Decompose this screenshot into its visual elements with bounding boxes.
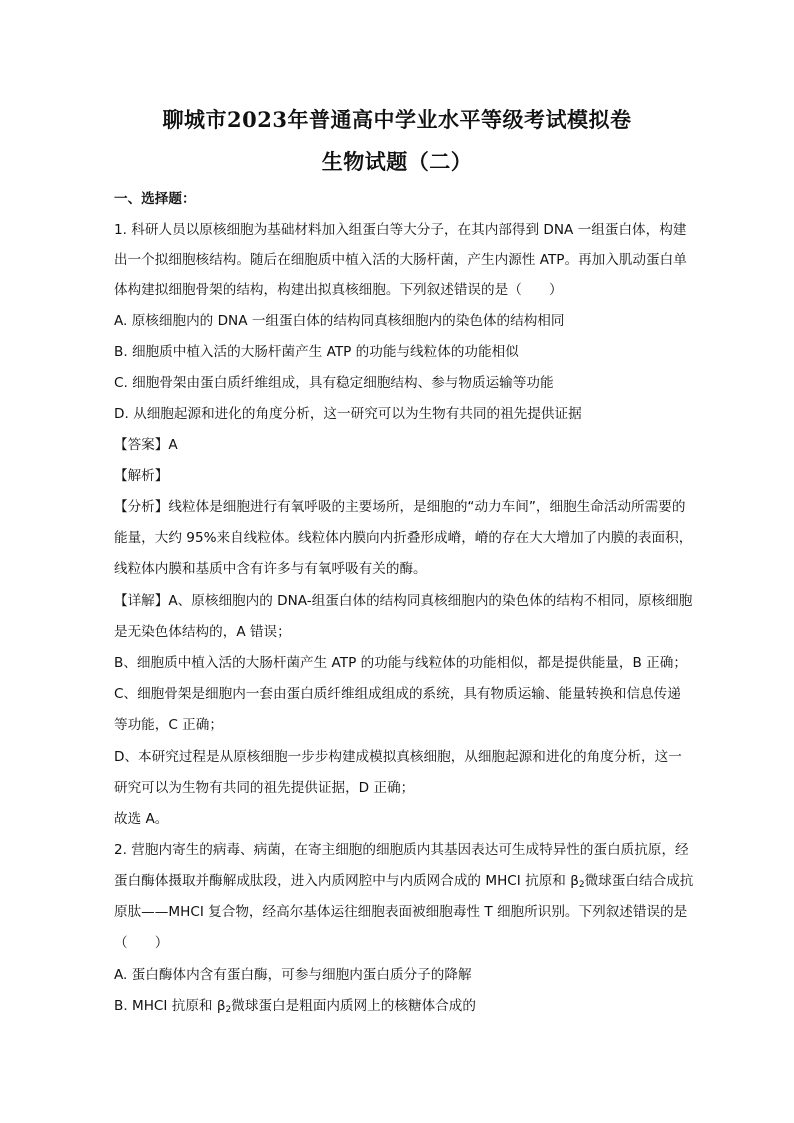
q1-xiangjie-line-6: D、本研究过程是从原核细胞一步步构建成模拟真核细胞，从细胞起源和进化的角度分析，这一 — [114, 749, 682, 765]
section-heading: 一、选择题： — [114, 191, 196, 207]
q2-stem-line-2-text: 蛋白酶体摄取并酶解成肽段，进入内质网腔中与内质网合成的 MHCI 抗原和 β — [114, 873, 579, 889]
q1-xiangjie-line-5: 等功能，C 正确； — [114, 717, 223, 733]
q2-beta-subscript: 2 — [578, 880, 585, 890]
q2-option-b-tail: 微球蛋白是粗面内质网上的核糖体合成的 — [231, 998, 476, 1014]
q1-xiangjie-line-4: C、细胞骨架是细胞内一套由蛋白质纤维组成组成的系统，具有物质运输、能量转换和信息传递 — [114, 686, 681, 702]
q2-stem-line-2-tail: 微球蛋白结合成抗 — [584, 873, 694, 889]
q2-option-a: A. 蛋白酶体内含有蛋白酶，可参与细胞内蛋白质分子的降解 — [114, 967, 472, 983]
q1-xiangjie-line-2: 是无染色体结构的，A 错误； — [114, 624, 291, 640]
q1-fenxi-line-1: 【分析】线粒体是细胞进行有氧呼吸的主要场所，是细胞的“动力车间”，细胞生命活动所需要的 — [114, 499, 686, 515]
q1-stem-line-3: 体构建拟细胞骨架的结构，构建出拟真核细胞。下列叙述错误的是（ ） — [114, 282, 563, 298]
exam-title: 聊城市2023年普通高中学业水平等级考试模拟卷 — [162, 107, 632, 132]
q1-analysis-label: 【解析】 — [114, 468, 169, 484]
q1-stem-line-1: 1. 科研人员以原核细胞为基础材料加入组蛋白等大分子，在其内部得到 DNA 一组蛋白体，构建 — [114, 222, 687, 238]
q1-option-c: C. 细胞骨架由蛋白质纤维组成，具有稳定细胞结构、参与物质运输等功能 — [114, 375, 554, 391]
q1-xiangjie-line-1: 【详解】A、原核细胞内的 DNA-组蛋白体的结构同真核细胞内的染色体的结构不相同，原核细胞 — [114, 593, 693, 609]
q2-option-b — [114, 997, 476, 1019]
q1-option-d: D. 从细胞起源和进化的角度分析，这一研究可以为生物有共同的祖先提供证据 — [114, 406, 582, 422]
q1-stem-line-2: 出一个拟细胞核结构。随后在细胞质中植入活的大肠杆菌，产生内源性 ATP。再加入肌动蛋白单 — [114, 252, 687, 268]
q2-stem-line-4: （ ） — [114, 935, 169, 951]
q2-stem-line-3: 原肽——MHCI 复合物，经高尔基体运往细胞表面被细胞毒性 T 细胞所识别。下列叙述错误的是 — [114, 904, 688, 920]
q2-stem-line-2 — [114, 872, 693, 894]
q1-fenxi-line-3: 线粒体内膜和基质中含有许多与有氧呼吸有关的酶。 — [114, 561, 427, 577]
q1-xiangjie-line-7: 研究可以为生物有共同的祖先提供证据，D 正确； — [114, 780, 415, 796]
q2-stem-line-1: 2. 营胞内寄生的病毒、病菌，在寄主细胞的细胞质内其基因表达可生成特异性的蛋白质抗原，经 — [114, 842, 689, 858]
q2-option-b-text: B. MHCI 抗原和 β — [114, 998, 226, 1014]
exam-subtitle: 生物试题（二） — [321, 149, 473, 174]
q1-fenxi-line-2: 能量，大约 95%来自线粒体。线粒体内膜向内折叠形成嵴，嵴的存在大大增加了内膜的表面积， — [114, 530, 693, 546]
q1-xiangjie-line-8: 故选 A。 — [114, 811, 169, 827]
q1-option-b: B. 细胞质中植入活的大肠杆菌产生 ATP 的功能与线粒体的功能相似 — [114, 344, 519, 360]
q1-option-a: A. 原核细胞内的 DNA 一组蛋白体的结构同真核细胞内的染色体的结构相同 — [114, 313, 565, 329]
q1-answer: 【答案】A — [114, 437, 178, 453]
q1-xiangjie-line-3: B、细胞质中植入活的大肠杆菌产生 ATP 的功能与线粒体的功能相似，都是提供能量，B 正确； — [114, 655, 687, 671]
q2-option-b-subscript: 2 — [225, 1005, 232, 1015]
